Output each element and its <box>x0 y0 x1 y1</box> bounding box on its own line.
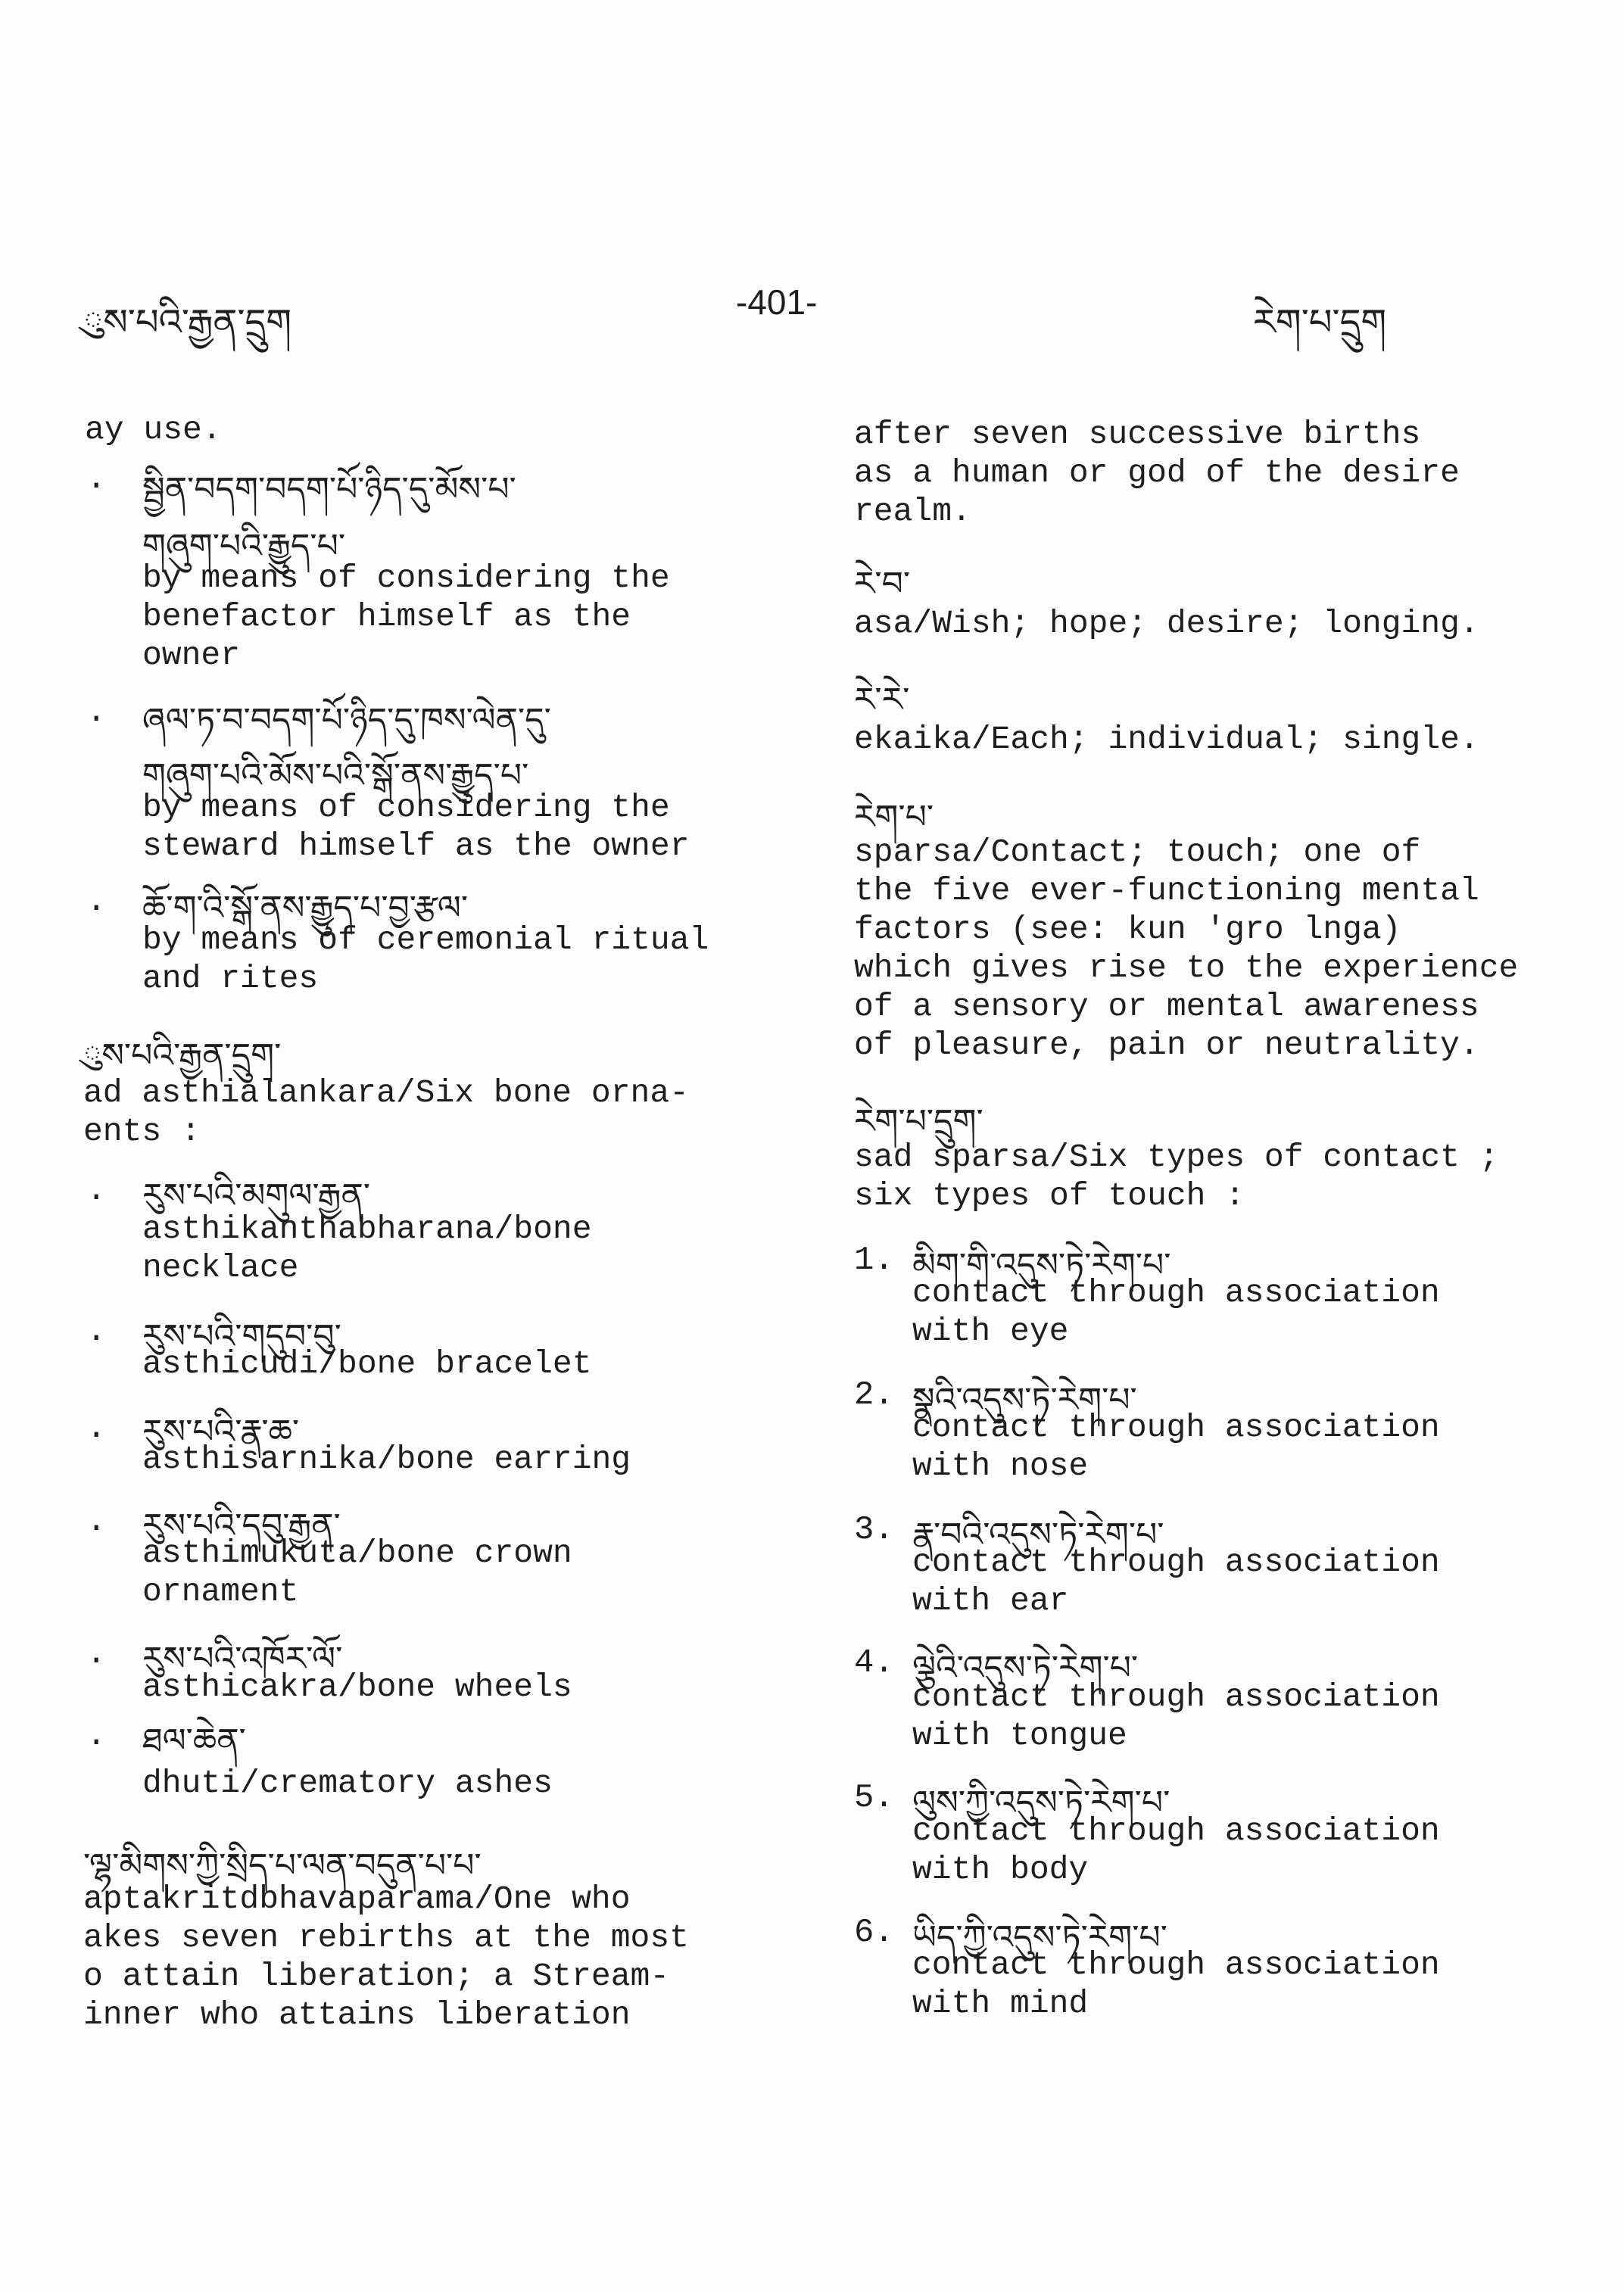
english-line: ornament <box>142 1573 299 1610</box>
entry-definition: of pleasure, pain or neutrality. <box>854 1027 1479 1064</box>
tibetan-term: ལུས་ཀྱི་འདུས་ཏེ་རེག་པ་ <box>912 1784 1170 1822</box>
entry-headword: རེག་པ་དྲུག་ <box>854 1102 983 1141</box>
list-number: . <box>86 1313 107 1351</box>
tibetan-term: རུས་པའི་མགུལ་རྒྱན་ <box>142 1176 371 1215</box>
list-number: 2. <box>854 1376 894 1414</box>
english-line: asthicakra/bone wheels <box>142 1668 572 1706</box>
header-left-title: ུས་པའི་རྒྱན་དྲུག <box>83 301 292 344</box>
english-line: necklace <box>142 1249 299 1286</box>
list-number: 4. <box>854 1644 894 1682</box>
entry-definition: inner who attains liberation <box>83 1996 631 2033</box>
entry-definition: which gives rise to the experience <box>854 949 1519 986</box>
english-line: with tongue <box>912 1717 1127 1754</box>
english-line: dhuti/crematory ashes <box>142 1765 553 1802</box>
entry-definition: ekaika/Each; individual; single. <box>854 721 1479 758</box>
english-line: by means of considering the <box>142 789 670 826</box>
tibetan-term: ཐལ་ཆེན་ <box>142 1721 246 1760</box>
english-line: owner <box>142 637 241 674</box>
tibetan-term: གཞུག་པའི་རྒྱུད་པ་ <box>142 527 346 565</box>
entry-definition: aptakritdbhavaparama/One who <box>83 1880 631 1918</box>
english-line: by means of ceremonial ritual <box>142 921 709 958</box>
english-line: contact through association <box>912 1946 1440 1983</box>
english-line: benefactor himself as the <box>142 598 631 635</box>
english-line: steward himself as the owner <box>142 827 690 865</box>
english-line: contact through association <box>912 1544 1440 1581</box>
english-line: contact through association <box>912 1678 1440 1715</box>
tibetan-term: རུས་པའི་འཁོར་ལོ་ <box>142 1640 343 1678</box>
english-line: with body <box>912 1851 1089 1888</box>
entry-definition: asa/Wish; hope; desire; longing. <box>854 605 1479 642</box>
english-line: with mind <box>912 1985 1089 2022</box>
entry-headword: ་ལྷ་མིགས་ཀྱི་སྲིད་པ་ལན་བདུན་པ་པ་ <box>83 1846 482 1885</box>
english-line: asthisarnika/bone earring <box>142 1441 631 1478</box>
list-number: . <box>86 1172 107 1210</box>
english-line: with eye <box>912 1313 1069 1350</box>
english-line: contact through association <box>912 1812 1440 1849</box>
tibetan-term: ཡིད་ཀྱི་འདུས་ཏེ་རེག་པ་ <box>912 1918 1167 1957</box>
entry-definition: ents : <box>83 1113 201 1150</box>
tibetan-term: སྣའི་འདུས་ཏེ་རེག་པ་ <box>912 1381 1137 1419</box>
entry-definition: factors (see: kun 'gro lnga) <box>854 911 1401 948</box>
english-line: by means of considering the <box>142 559 670 597</box>
tibetan-term: ལྕེའི་འདུས་ཏེ་རེག་པ་ <box>912 1649 1139 1687</box>
left-intro: ay use. <box>85 411 222 448</box>
tibetan-term: རྣ་བའི་འདུས་ཏེ་རེག་པ་ <box>912 1516 1164 1554</box>
tibetan-term: སྦྱིན་བདག་བདག་པོ་ཉིད་དུ་མོས་པ་ <box>142 470 516 509</box>
tibetan-term: མིག་གི་འདུས་ཏེ་རེག་པ་ <box>912 1246 1171 1285</box>
english-line: asthikanthabharana/bone <box>142 1210 592 1248</box>
tibetan-term: རུས་པའི་རྣ་ཆ་ <box>142 1413 300 1451</box>
entry-headword: རེ་བ་ <box>854 565 911 603</box>
entry-headword: ུས་པའི་རྒྱན་དྲུག་ <box>83 1036 282 1075</box>
list-number: . <box>86 1717 107 1755</box>
list-number: . <box>86 1635 107 1673</box>
entry-definition: sparsa/Contact; touch; one of <box>854 833 1421 871</box>
tibetan-term: ཆོ་ག་འི་སྒོ་ནས་རྒྱུད་པ་བྱ་རྩལ་ <box>142 889 469 927</box>
list-number: . <box>86 883 107 921</box>
continued-text: as a human or god of the desire <box>854 454 1460 491</box>
english-line: asthicudi/bone bracelet <box>142 1345 592 1382</box>
entry-definition: the five ever-functioning mental <box>854 872 1479 909</box>
list-number: . <box>86 693 107 731</box>
english-line: with nose <box>912 1447 1089 1485</box>
english-line: asthimukuta/bone crown <box>142 1534 572 1572</box>
entry-definition: o attain liberation; a Stream- <box>83 1958 670 1995</box>
entry-definition: six types of touch : <box>854 1177 1245 1214</box>
list-number: . <box>86 460 107 498</box>
entry-definition: of a sensory or mental awareness <box>854 988 1479 1025</box>
list-number: . <box>86 1410 107 1447</box>
tibetan-term: རུས་པའི་དབུ་རྒྱན་ <box>142 1506 341 1545</box>
entry-definition: ad asthialankara/Six bone orna- <box>83 1074 689 1111</box>
list-number: 3. <box>854 1511 894 1549</box>
english-line: contact through association <box>912 1409 1440 1446</box>
tibetan-term: རུས་པའི་གདུབ་བུ་ <box>142 1317 341 1356</box>
list-number: . <box>86 1503 107 1541</box>
header-right-title: རེག་པ་དྲུག <box>1253 301 1387 344</box>
list-number: 1. <box>854 1242 894 1279</box>
tibetan-term: གཞུག་པའི་མོས་པའི་སྒོ་ནས་རྒྱུད་པ་ <box>142 756 529 795</box>
list-number: 6. <box>854 1914 894 1952</box>
continued-text: realm. <box>854 493 971 530</box>
list-number: 5. <box>854 1779 894 1817</box>
entry-headword: རེག་པ་ <box>854 798 934 837</box>
english-line: and rites <box>142 960 319 997</box>
continued-text: after seven successive births <box>854 416 1421 453</box>
entry-definition: sad sparsa/Six types of contact ; <box>854 1139 1499 1176</box>
page-number: -401- <box>736 282 818 322</box>
entry-definition: akes seven rebirths at the most <box>83 1919 689 1956</box>
tibetan-term: ཞལ་ཏ་བ་བདག་པོ་ཉིད་དུ་ཁས་ལེན་དུ་ <box>142 701 551 740</box>
english-line: with ear <box>912 1582 1069 1619</box>
entry-headword: རེ་རེ་ <box>854 681 910 719</box>
english-line: contact through association <box>912 1274 1440 1311</box>
